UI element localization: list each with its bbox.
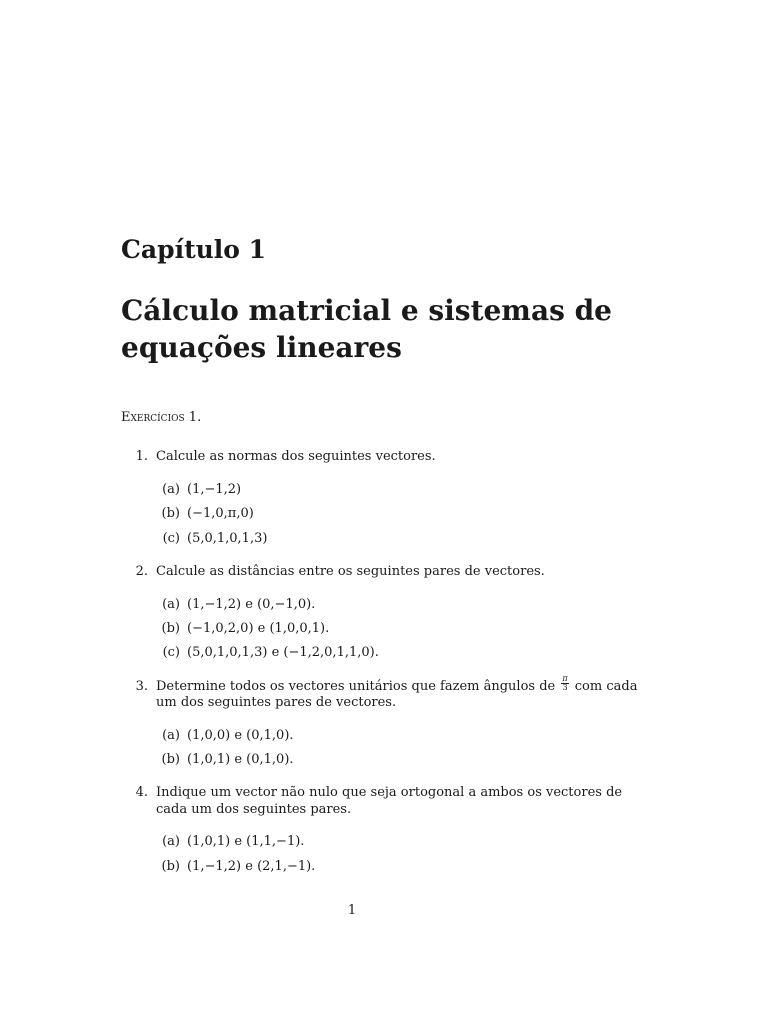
sub-item-text: (5,0,1,0,1,3) e (−1,2,0,1,1,0). (187, 645, 379, 660)
exercises-heading: Exercícios 1. (121, 410, 202, 425)
fraction (561, 675, 568, 692)
sub-item-label: (a) (162, 482, 180, 497)
sub-item-text: (1,0,0) e (0,1,0). (187, 728, 294, 743)
sub-item-text: (1,−1,2) e (0,−1,0). (187, 597, 316, 612)
sub-item-text: (1,−1,2) e (2,1,−1). (187, 859, 316, 874)
sub-item-label: (b) (161, 752, 180, 767)
sub-item-text: (5,0,1,0,1,3) (187, 531, 268, 546)
chapter-label: Capítulo 1 (121, 235, 267, 264)
chapter-title (121, 292, 621, 366)
sub-item-text: (−1,0,π,0) (187, 506, 254, 521)
chapter-title-line-2: equações lineares (121, 331, 402, 364)
exercise-number: 4. (135, 785, 148, 800)
exercise-number: 3. (135, 679, 148, 694)
sub-item-text: (1,0,1) e (1,1,−1). (187, 834, 305, 849)
exercise-text: Calcule as normas dos seguintes vectores. (156, 449, 436, 464)
exercise-number: 2. (135, 564, 148, 579)
sub-item-text: (1,0,1) e (0,1,0). (187, 752, 294, 767)
page-number: 1 (347, 903, 357, 918)
sub-item-text: (−1,0,2,0) e (1,0,0,1). (187, 621, 330, 636)
sub-item-label: (b) (161, 859, 180, 874)
sub-item-label: (a) (162, 834, 180, 849)
sub-item-label: (a) (162, 728, 180, 743)
exercise-text: Indique um vector não nulo que seja ortogonal a ambos os vectores de (156, 785, 623, 800)
sub-item-label: (c) (162, 531, 180, 546)
sub-item-label: (a) (162, 597, 180, 612)
exercise-number: 1. (135, 449, 148, 464)
exercise-text-line-2: um dos seguintes pares de vectores. (156, 695, 397, 710)
sub-item-label: (c) (162, 645, 180, 660)
sub-item-label: (b) (161, 506, 180, 521)
exercise-text: Calcule as distâncias entre os seguintes pares de vectores. (156, 564, 545, 579)
exercise-text-part: com cada (574, 679, 638, 694)
fraction-denominator: 3 (562, 683, 568, 692)
sub-item-text: (1,−1,2) (187, 482, 242, 497)
exercise-text (156, 674, 638, 695)
fraction-numerator: π (562, 674, 568, 683)
sub-item-label: (b) (161, 621, 180, 636)
chapter-title-line-1: Cálculo matricial e sistemas de (121, 294, 612, 327)
exercise-text-line-2: cada um dos seguintes pares. (156, 802, 352, 817)
exercise-text-part: Determine todos os vectores unitários que fazem ângulos de (156, 679, 556, 694)
